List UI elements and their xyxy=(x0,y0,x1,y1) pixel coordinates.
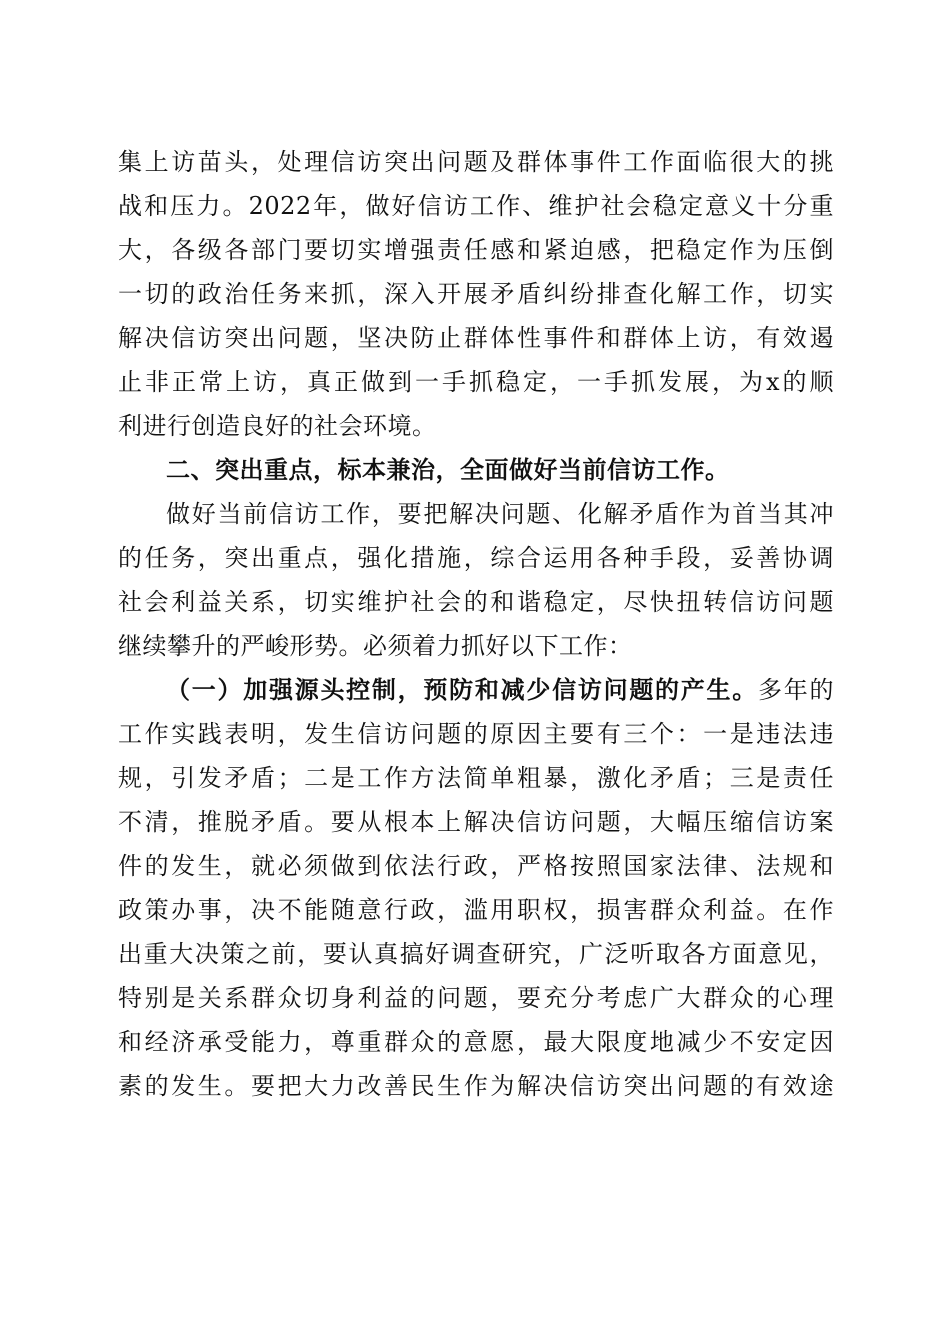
paragraph-line: 一切的政治任务来抓，深入开展矛盾纠纷排查化解工作，切实 xyxy=(118,280,834,308)
paragraph-line: 战和压力。2022年，做好信访工作、维护社会稳定意义十分重 xyxy=(118,192,834,220)
subsection-heading: （一）加强源头控制，预防和减少信访问题的产生。 xyxy=(166,675,759,704)
paragraph-line: 和经济承受能力，尊重群众的意愿，最大限度地减少不安定因 xyxy=(118,1028,834,1056)
paragraph-line: 大，各级各部门要切实增强责任感和紧迫感，把稳定作为压倒 xyxy=(118,236,834,264)
paragraph-line: 利进行创造良好的社会环境。 xyxy=(118,412,437,440)
paragraph-line: 件的发生，就必须做到依法行政，严格按照国家法律、法规和 xyxy=(118,852,834,880)
subsection-first-line xyxy=(166,670,834,710)
section-heading: 二、突出重点，标本兼治，全面做好当前信访工作。 xyxy=(166,456,730,484)
paragraph-line: 工作实践表明，发生信访问题的原因主要有三个：一是违法违 xyxy=(118,720,834,748)
paragraph-line: 社会利益关系，切实维护社会的和谐稳定，尽快扭转信访问题 xyxy=(118,588,834,616)
paragraph-line: 政策办事，决不能随意行政，滥用职权，损害群众利益。在作 xyxy=(118,896,834,924)
paragraph-line: 规，引发矛盾；二是工作方法简单粗暴，激化矛盾；三是责任 xyxy=(118,764,834,792)
paragraph-line: 做好当前信访工作，要把解决问题、化解矛盾作为首当其冲 xyxy=(166,500,834,528)
paragraph-line: 的任务，突出重点，强化措施，综合运用各种手段，妥善协调 xyxy=(118,544,834,572)
paragraph-line: 素的发生。要把大力改善民生作为解决信访突出问题的有效途 xyxy=(118,1072,834,1100)
paragraph-line: 特别是关系群众切身利益的问题，要充分考虑广大群众的心理 xyxy=(118,984,834,1012)
paragraph-line: 出重大决策之前，要认真搞好调查研究，广泛听取各方面意见， xyxy=(118,940,834,968)
paragraph-line: 继续攀升的严峻形势。必须着力抓好以下工作： xyxy=(118,632,633,660)
paragraph-line: 止非正常上访，真正做到一手抓稳定，一手抓发展，为x的顺 xyxy=(118,368,834,396)
paragraph-line: 集上访苗头，处理信访突出问题及群体事件工作面临很大的挑 xyxy=(118,148,834,176)
paragraph-line: 解决信访突出问题，坚决防止群体性事件和群体上访，有效遏 xyxy=(118,324,834,352)
paragraph-line: 不清，推脱矛盾。要从根本上解决信访问题，大幅压缩信访案 xyxy=(118,808,834,836)
subsection-text: 多年的 xyxy=(758,676,835,704)
